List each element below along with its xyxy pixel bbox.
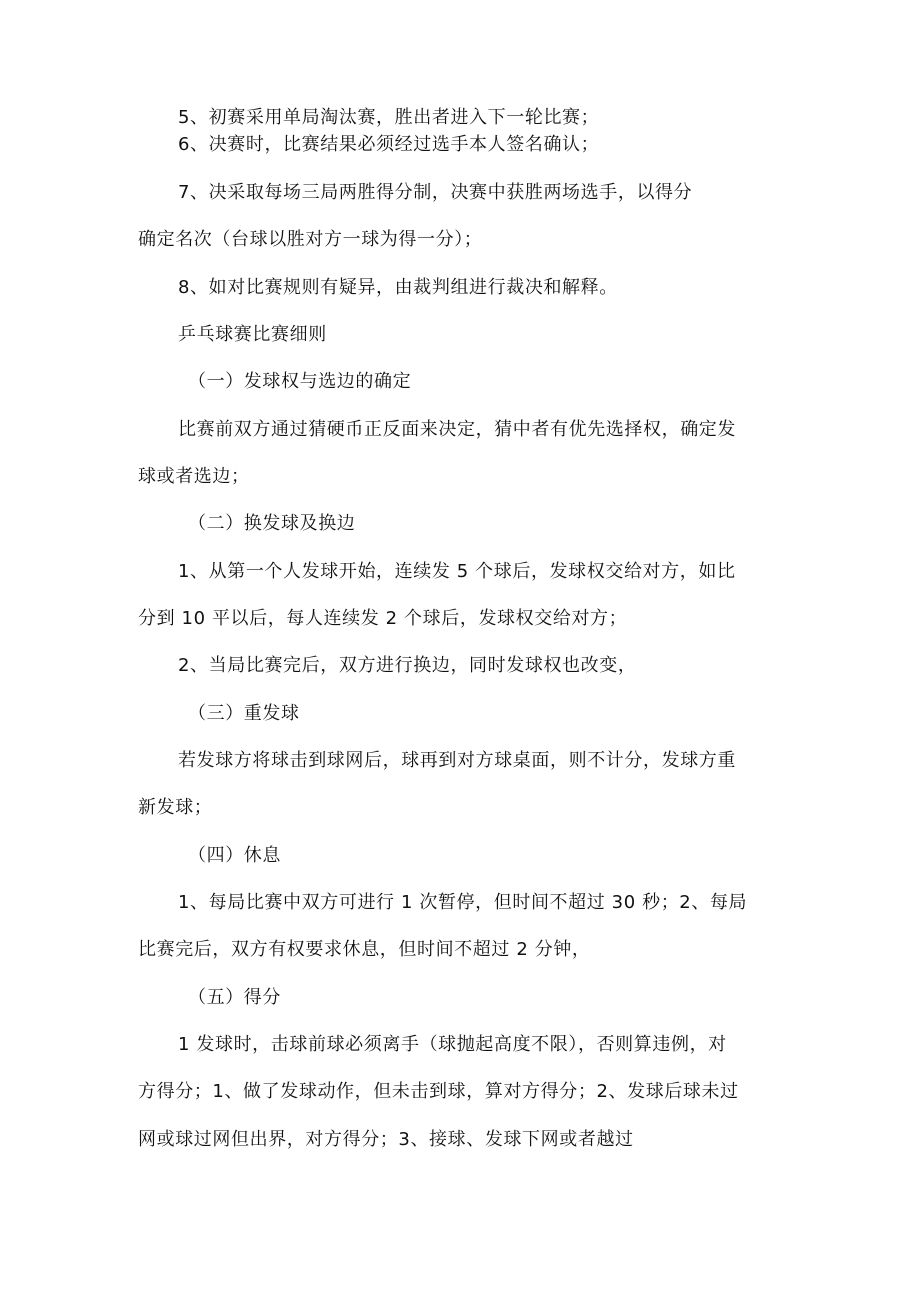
paragraph-line: 1 发球时，击球前球必须离手（球抛起高度不限），否则算违例，对: [178, 1034, 727, 1055]
rule-8-line: 8、如对比赛规则有疑异，由裁判组进行裁决和解释。: [178, 277, 618, 298]
subheading-4: （四）休息: [188, 845, 281, 866]
paragraph-line: 比赛前双方通过猜硬币正反面来决定，猜中者有优先选择权，确定发: [178, 419, 736, 440]
paragraph-line: 网或球过网但出界，对方得分；3、接球、发球下网或者越过: [138, 1129, 634, 1150]
paragraph-line: 1、从第一个人发球开始，连续发 5 个球后，发球权交给对方，如比: [178, 561, 736, 582]
rule-7-continuation: 确定名次（台球以胜对方一球为得一分）；: [138, 229, 483, 250]
paragraph-line: 2、当局比赛完后，双方进行换边，同时发球权也改变，: [178, 655, 637, 676]
rule-7-line: 7、决采取每场三局两胜得分制，决赛中获胜两场选手，以得分: [178, 182, 693, 203]
rule-5-line: 5、初赛采用单局淘汰赛，胜出者进入下一轮比赛；: [178, 107, 600, 128]
subheading-3: （三）重发球: [188, 703, 300, 724]
paragraph-line: 分到 10 平以后，每人连续发 2 个球后，发球权交给对方；: [138, 608, 628, 629]
paragraph-line: 若发球方将球击到球网后，球再到对方球桌面，则不计分，发球方重: [178, 750, 736, 771]
section-heading: 乒乓球赛比赛细则: [178, 324, 327, 345]
paragraph-line: 方得分；1、做了发球动作，但未击到球，算对方得分；2、发球后球未过: [138, 1081, 739, 1102]
rule-6-line: 6、决赛时，比赛结果必须经过选手本人签名确认；: [178, 134, 600, 155]
paragraph-line: 球或者选边；: [138, 466, 250, 487]
paragraph-line: 比赛完后，双方有权要求休息，但时间不超过 2 分钟，: [138, 939, 591, 960]
paragraph-line: 1、每局比赛中双方可进行 1 次暂停，但时间不超过 30 秒；2、每局: [178, 892, 748, 913]
subheading-1: （一）发球权与选边的确定: [188, 371, 412, 392]
subheading-2: （二）换发球及换边: [188, 513, 356, 534]
subheading-5: （五）得分: [188, 987, 281, 1008]
paragraph-line: 新发球；: [138, 797, 213, 818]
